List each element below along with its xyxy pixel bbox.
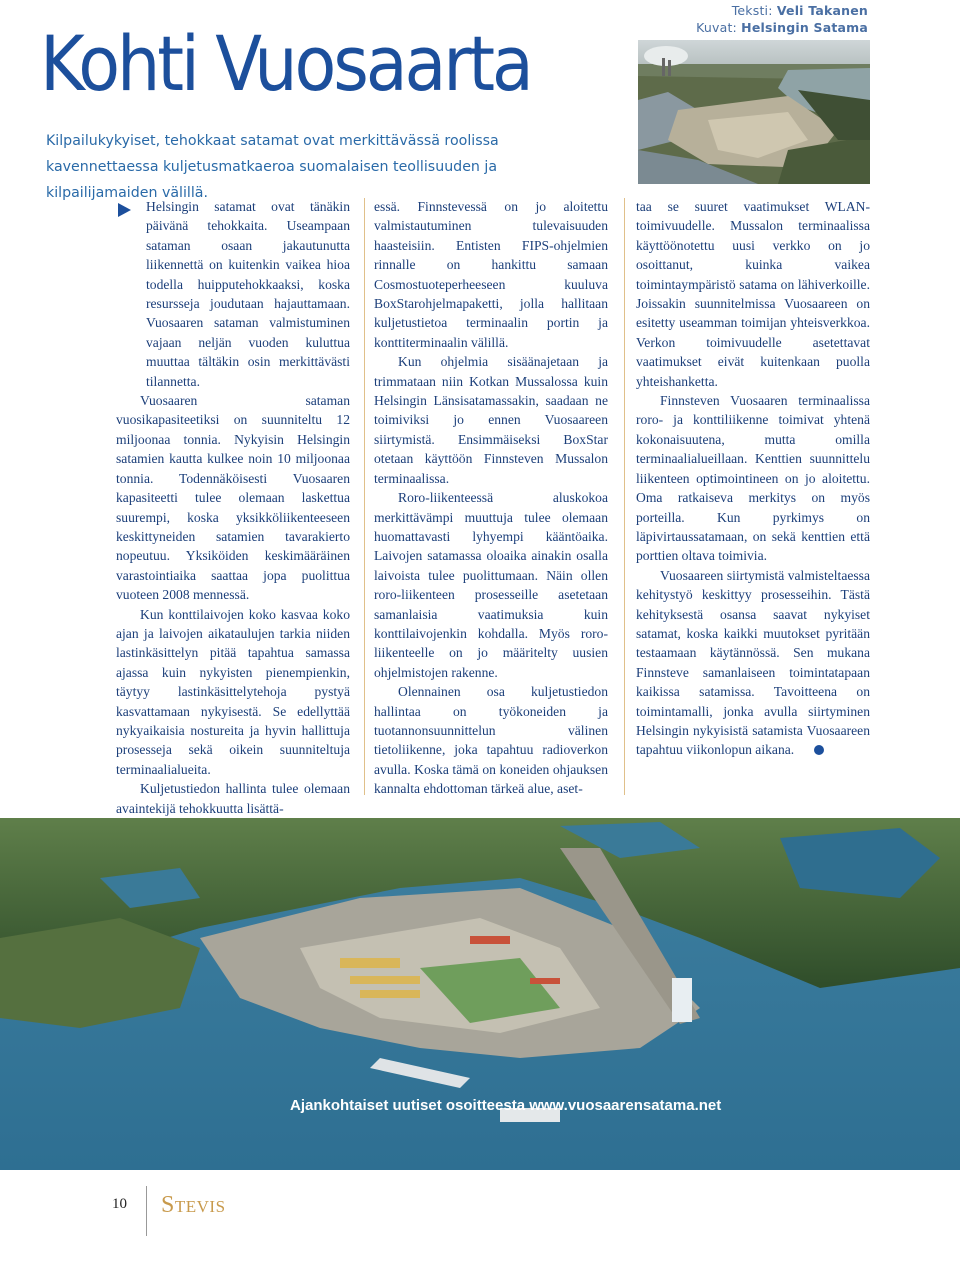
credits bbox=[696, 2, 868, 36]
column-divider bbox=[624, 198, 625, 795]
credit-photo-author: Helsingin Satama bbox=[741, 20, 868, 35]
paragraph: Finnsteven Vuosaaren terminaalissa roro- ja konttiliikenne toimivat yhtenä kokonaisuutena, mutta omilla terminaalialueillaan. Kenttien suunnittelu liikenteen optimointineen on jo aloitettu. Oma ratkaiseva merkitys on myös porteilla. Kun pyrkimys on läpivirtaussatamaan, on sekä kenttien että porttien oltava toimivia. bbox=[636, 393, 870, 564]
paragraph-text: Vuosaareen siirtymistä valmisteltaessa kehitystyö keskittyy prosesseihin. Tästä kehityksestä osansa saavat nykyiset satamat, koska kaikki muutokset pyritään testaamaan käytännössä. Sen mukana Finnsteve samanlaiseen toimintatapaan kaikissa satamissa. Tavoitteena on toimintamalli, jonka avulla siirtyminen Helsingin nykyisistä satamista Vuosaareen tapahtuu viikonlopun aikana. bbox=[636, 567, 870, 758]
paragraph: Vuosaaren sataman vuosikapasiteetiksi on suunniteltu 12 miljoonaa tonnia. Nykyisin Helsingin satamien kautta kulkee noin 10 miljoonaa tonnia. Todennäköisesti Vuosaaren kapasiteetti tulee olemaan laskettua suurempi, koska yksikköliikenteeseen keskittyneiden satamien tavarakierto nopeutuu. Yksiköiden keskimääräinen varastointiaika saattaa jopa puolittua vuoteen 2008 mennessä. bbox=[116, 393, 350, 603]
paragraph bbox=[636, 566, 870, 760]
paragraph: Olennainen osa kuljetustiedon hallintaa on työkoneiden ja tuotannonsuunnittelun välinen tietoliikenne, joka tapahtuu radioverkon avulla. Koska tämä on koneiden ohjauksen kannalta ehdottoman tärkeä alue, aset- bbox=[374, 684, 608, 797]
paragraph: Helsingin satamat ovat tänäkin päivänä tehokkaita. Useampaan sataman osaan jakautunutta liikennettä on kuitenkin vaikea hioa todella huipputehokkaaksi, koska resursseja joudutaan hajauttamaan. Vuosaaren sataman valmistuminen vajaan neljän vuoden kuluttua muuttaa tältäkin osin merkittävästi tilannetta. bbox=[146, 199, 350, 389]
magazine-logo bbox=[161, 1192, 226, 1219]
credit-text-label: Teksti: bbox=[731, 3, 773, 18]
paragraph: Roro-liikenteessä aluskokoa merkittävämpi muuttuja tulee olemaan huomattavasti lyhyempi kääntöaika. Laivojen satamassa oloaika ainakin osalla laivoista tulee puolittumaan. Näin ollen roro-liikenteen prosesseille asetetaan samanlaisia vaatimuksia kuin konttilaivojenkin kohdalla. Myös roro-liikenteelle on jo määritelty uusien ohjelmistojen rakenne. bbox=[374, 490, 608, 680]
article-title: Kohti Vuosaarta bbox=[40, 19, 531, 108]
logo-initial: S bbox=[161, 1192, 175, 1218]
harbour-aerial-photo bbox=[0, 818, 960, 1170]
paragraph: Kuljetustiedon hallinta tulee olemaan avaintekijä tehokkuutta lisättä- bbox=[116, 781, 350, 816]
article-lead: Kilpailukykyiset, tehokkaat satamat ovat merkittävässä roolissa kavennettaessa kuljetusmatkaeroa suomalaisen teollisuuden ja kilpailijamaiden välillä. bbox=[46, 133, 499, 201]
page-number: 10 bbox=[112, 1196, 127, 1212]
photo-caption-url: Ajankohtaiset uutiset osoitteesta www.vuosaarensatama.net bbox=[290, 1097, 722, 1114]
logo-rest: TEVIS bbox=[174, 1197, 226, 1216]
text-column-2 bbox=[374, 197, 608, 799]
text-column-3 bbox=[636, 197, 870, 760]
paragraph: Kun konttilaivojen koko kasvaa koko ajan ja laivojen aikataulujen tarkia niiden lastinkäsittelyn pitää tapahtua samassa ajassa kuin nykyisten pienempienkin, täytyy lastinkäsittelytehoja pystyä kasvattamaan nykyisestä. Se edellyttää nykyaikaisia nostureita ja hyvin hallittuja prosesseja sekä oikein suunniteltuja terminaalialueita. bbox=[116, 606, 350, 777]
footer-divider bbox=[146, 1186, 147, 1236]
paragraph: taa se suuret vaatimukset WLAN-toimivuudelle. Mussalon terminaalissa käyttöönotettu uusi verkko on jo osoittanut, kuinka vaikea toimintaympäristö satama on lähiverkoille. Joissakin suunnitelmissa Vuosaareen on esitetty useamman toimijan yhteisverkkoa. Verkon toimivuudelle asetettavat vaatimukset eivät kuitenkaan puolla yhteishanketta. bbox=[636, 199, 870, 389]
credit-text-author: Veli Takanen bbox=[776, 3, 868, 18]
paragraph: essä. Finnstevessä on jo aloitettu valmistautuminen tulevaisuuden haasteisiin. Entisten FIPS-ohjelmien rinnalle on hankittu samaan Cosmostuoteperheeseen kuuluva BoxStarohjelmapaketti, jolla hallitaan kuljetustietoa terminaalin portin ja konttiterminaalin välillä. bbox=[374, 199, 608, 350]
aerial-photo-top bbox=[638, 40, 870, 184]
end-of-article-icon bbox=[814, 745, 824, 755]
credit-photo-label: Kuvat: bbox=[696, 20, 737, 35]
paragraph: Kun ohjelmia sisäänajetaan ja trimmataan niin Kotkan Mussalossa kuin Helsingin Länsisatamassakin, saadaan ne toimiviksi jo ennen Vuosaareen siirtymistä. Ensimmäiseksi BoxStar otetaan käyttöön Finnsteven Mussalon terminaalissa. bbox=[374, 354, 608, 486]
text-column-1 bbox=[116, 197, 350, 818]
column-divider bbox=[364, 198, 365, 795]
